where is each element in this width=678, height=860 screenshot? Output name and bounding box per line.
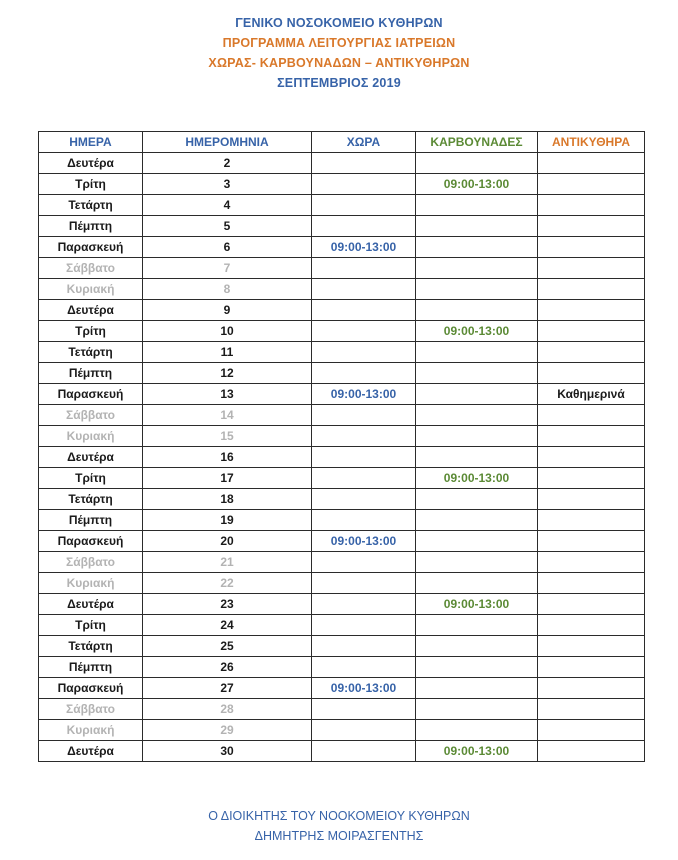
- hora-cell: [312, 468, 416, 489]
- day-cell: Τρίτη: [39, 174, 143, 195]
- antikythira-cell: [538, 426, 645, 447]
- day-cell: Σάββατο: [39, 405, 143, 426]
- date-cell: 23: [143, 594, 312, 615]
- table-row: [39, 258, 645, 279]
- antikythira-cell: [538, 720, 645, 741]
- hora-cell: [312, 153, 416, 174]
- date-cell: 11: [143, 342, 312, 363]
- hospital-name: ΓΕΝΙΚΟ ΝΟΣΟΚΟΜΕΙΟ ΚΥΘΗΡΩΝ: [235, 16, 443, 30]
- date-cell: 24: [143, 615, 312, 636]
- antikythira-cell: [538, 741, 645, 762]
- antikythira-cell: [538, 636, 645, 657]
- month-label: ΣΕΠΤΕΜΒΡΙΟΣ 2019: [277, 76, 401, 90]
- day-cell: Τρίτη: [39, 321, 143, 342]
- karvounades-cell: [416, 657, 538, 678]
- date-cell: 20: [143, 531, 312, 552]
- date-cell: 19: [143, 510, 312, 531]
- hora-cell: [312, 636, 416, 657]
- table-row: [39, 237, 645, 258]
- date-cell: 6: [143, 237, 312, 258]
- karvounades-cell: [416, 405, 538, 426]
- karvounades-cell: [416, 678, 538, 699]
- date-cell: 2: [143, 153, 312, 174]
- hora-cell: [312, 363, 416, 384]
- antikythira-cell: [538, 594, 645, 615]
- hora-cell: [312, 447, 416, 468]
- antikythira-cell: [538, 699, 645, 720]
- hora-cell: [312, 342, 416, 363]
- hora-cell: [312, 489, 416, 510]
- date-cell: 28: [143, 699, 312, 720]
- signatory-title: Ο ΔΙΟΙΚΗΤΗΣ ΤΟΥ ΝΟΟΚΟΜΕΙΟΥ ΚΥΘΗΡΩΝ: [208, 809, 470, 823]
- day-cell: Δευτέρα: [39, 153, 143, 174]
- karvounades-cell: [416, 573, 538, 594]
- karvounades-cell: [416, 300, 538, 321]
- table-row: [39, 636, 645, 657]
- clinics-subtitle: ΧΩΡΑΣ- ΚΑΡΒΟΥΝΑΔΩΝ – ΑΝΤΙΚΥΘΗΡΩΝ: [208, 56, 470, 70]
- signatory-name: ΔΗΜΗΤΡΗΣ ΜΟΙΡΑΣΓΕΝΤΗΣ: [254, 829, 424, 843]
- antikythira-cell: [538, 342, 645, 363]
- table-row: [39, 720, 645, 741]
- day-cell: Κυριακή: [39, 279, 143, 300]
- karvounades-cell: [416, 279, 538, 300]
- date-cell: 14: [143, 405, 312, 426]
- column-header-karvounades: ΚΑΡΒΟΥΝΑΔΕΣ: [416, 132, 538, 153]
- hora-cell: 09:00-13:00: [312, 678, 416, 699]
- hora-cell: 09:00-13:00: [312, 531, 416, 552]
- hora-cell: [312, 552, 416, 573]
- hora-cell: [312, 510, 416, 531]
- table-row: [39, 657, 645, 678]
- day-cell: Τετάρτη: [39, 489, 143, 510]
- karvounades-cell: [416, 636, 538, 657]
- antikythira-cell: [538, 531, 645, 552]
- table-row: [39, 216, 645, 237]
- table-row: [39, 342, 645, 363]
- hora-cell: [312, 573, 416, 594]
- column-header-hora: ΧΩΡΑ: [312, 132, 416, 153]
- day-cell: Πέμπτη: [39, 363, 143, 384]
- karvounades-cell: [416, 447, 538, 468]
- date-cell: 16: [143, 447, 312, 468]
- day-cell: Δευτέρα: [39, 741, 143, 762]
- column-header-antikythira: ΑΝΤΙΚΥΘΗΡΑ: [538, 132, 645, 153]
- column-header-date: ΗΜΕΡΟΜΗΝΙΑ: [143, 132, 312, 153]
- karvounades-cell: [416, 195, 538, 216]
- antikythira-cell: [538, 573, 645, 594]
- column-header-day: ΗΜΕΡΑ: [39, 132, 143, 153]
- table-row: [39, 699, 645, 720]
- date-cell: 13: [143, 384, 312, 405]
- antikythira-cell: [538, 447, 645, 468]
- date-cell: 9: [143, 300, 312, 321]
- hora-cell: [312, 258, 416, 279]
- hora-cell: [312, 279, 416, 300]
- antikythira-cell: [538, 300, 645, 321]
- day-cell: Πέμπτη: [39, 657, 143, 678]
- antikythira-cell: [538, 552, 645, 573]
- hora-cell: 09:00-13:00: [312, 237, 416, 258]
- table-row: [39, 363, 645, 384]
- day-cell: Παρασκευή: [39, 531, 143, 552]
- karvounades-cell: 09:00-13:00: [416, 174, 538, 195]
- table-row: [39, 405, 645, 426]
- antikythira-cell: [538, 195, 645, 216]
- document-header: [0, 13, 678, 93]
- date-cell: 17: [143, 468, 312, 489]
- hora-cell: [312, 174, 416, 195]
- table-row: [39, 321, 645, 342]
- date-cell: 25: [143, 636, 312, 657]
- table-row: [39, 594, 645, 615]
- hora-cell: [312, 405, 416, 426]
- day-cell: Δευτέρα: [39, 447, 143, 468]
- day-cell: Δευτέρα: [39, 594, 143, 615]
- antikythira-cell: [538, 615, 645, 636]
- antikythira-cell: [538, 489, 645, 510]
- day-cell: Σάββατο: [39, 258, 143, 279]
- hora-cell: [312, 699, 416, 720]
- karvounades-cell: [416, 720, 538, 741]
- table-row: [39, 468, 645, 489]
- antikythira-cell: [538, 321, 645, 342]
- antikythira-cell: [538, 174, 645, 195]
- day-cell: Κυριακή: [39, 720, 143, 741]
- antikythira-cell: [538, 678, 645, 699]
- karvounades-cell: [416, 153, 538, 174]
- day-cell: Σάββατο: [39, 552, 143, 573]
- table-row: [39, 741, 645, 762]
- day-cell: Πέμπτη: [39, 510, 143, 531]
- table-row: [39, 615, 645, 636]
- antikythira-cell: Καθημερινά: [538, 384, 645, 405]
- day-cell: Τετάρτη: [39, 636, 143, 657]
- day-cell: Δευτέρα: [39, 300, 143, 321]
- table-row: [39, 174, 645, 195]
- karvounades-cell: [416, 489, 538, 510]
- date-cell: 12: [143, 363, 312, 384]
- antikythira-cell: [538, 153, 645, 174]
- karvounades-cell: [416, 552, 538, 573]
- antikythira-cell: [538, 510, 645, 531]
- karvounades-cell: 09:00-13:00: [416, 741, 538, 762]
- karvounades-cell: 09:00-13:00: [416, 468, 538, 489]
- karvounades-cell: [416, 363, 538, 384]
- antikythira-cell: [538, 657, 645, 678]
- hora-cell: [312, 195, 416, 216]
- table-row: [39, 489, 645, 510]
- hora-cell: [312, 741, 416, 762]
- date-cell: 4: [143, 195, 312, 216]
- date-cell: 3: [143, 174, 312, 195]
- date-cell: 15: [143, 426, 312, 447]
- date-cell: 5: [143, 216, 312, 237]
- table-row: [39, 279, 645, 300]
- day-cell: Τρίτη: [39, 615, 143, 636]
- hora-cell: [312, 594, 416, 615]
- antikythira-cell: [538, 405, 645, 426]
- karvounades-cell: [416, 531, 538, 552]
- table-row: [39, 573, 645, 594]
- hora-cell: [312, 615, 416, 636]
- table-row: [39, 426, 645, 447]
- date-cell: 10: [143, 321, 312, 342]
- document-footer: [0, 806, 678, 846]
- antikythira-cell: [538, 468, 645, 489]
- schedule-body: [39, 153, 645, 762]
- day-cell: Παρασκευή: [39, 237, 143, 258]
- hora-cell: [312, 720, 416, 741]
- day-cell: Παρασκευή: [39, 678, 143, 699]
- karvounades-cell: [416, 237, 538, 258]
- hora-cell: [312, 216, 416, 237]
- hora-cell: [312, 300, 416, 321]
- karvounades-cell: [416, 342, 538, 363]
- hora-cell: 09:00-13:00: [312, 384, 416, 405]
- antikythira-cell: [538, 363, 645, 384]
- day-cell: Σάββατο: [39, 699, 143, 720]
- table-header-row: [39, 132, 645, 153]
- table-row: [39, 153, 645, 174]
- karvounades-cell: 09:00-13:00: [416, 321, 538, 342]
- day-cell: Τρίτη: [39, 468, 143, 489]
- date-cell: 18: [143, 489, 312, 510]
- karvounades-cell: [416, 510, 538, 531]
- karvounades-cell: [416, 426, 538, 447]
- day-cell: Τετάρτη: [39, 342, 143, 363]
- date-cell: 21: [143, 552, 312, 573]
- karvounades-cell: [416, 615, 538, 636]
- antikythira-cell: [538, 237, 645, 258]
- day-cell: Κυριακή: [39, 426, 143, 447]
- day-cell: Πέμπτη: [39, 216, 143, 237]
- date-cell: 29: [143, 720, 312, 741]
- table-row: [39, 300, 645, 321]
- hora-cell: [312, 321, 416, 342]
- table-row: [39, 510, 645, 531]
- day-cell: Κυριακή: [39, 573, 143, 594]
- hora-cell: [312, 657, 416, 678]
- table-row: [39, 195, 645, 216]
- date-cell: 27: [143, 678, 312, 699]
- karvounades-cell: [416, 216, 538, 237]
- hora-cell: [312, 426, 416, 447]
- antikythira-cell: [538, 258, 645, 279]
- date-cell: 8: [143, 279, 312, 300]
- date-cell: 7: [143, 258, 312, 279]
- day-cell: Παρασκευή: [39, 384, 143, 405]
- table-row: [39, 552, 645, 573]
- day-cell: Τετάρτη: [39, 195, 143, 216]
- karvounades-cell: [416, 384, 538, 405]
- table-row: [39, 531, 645, 552]
- table-row: [39, 384, 645, 405]
- antikythira-cell: [538, 279, 645, 300]
- schedule-table: [38, 131, 645, 762]
- table-row: [39, 678, 645, 699]
- date-cell: 22: [143, 573, 312, 594]
- date-cell: 26: [143, 657, 312, 678]
- antikythira-cell: [538, 216, 645, 237]
- table-row: [39, 447, 645, 468]
- schedule-title: ΠΡΟΓΡΑΜΜΑ ΛΕΙΤΟΥΡΓΙΑΣ ΙΑΤΡΕΙΩΝ: [222, 36, 456, 50]
- karvounades-cell: [416, 258, 538, 279]
- karvounades-cell: 09:00-13:00: [416, 594, 538, 615]
- karvounades-cell: [416, 699, 538, 720]
- date-cell: 30: [143, 741, 312, 762]
